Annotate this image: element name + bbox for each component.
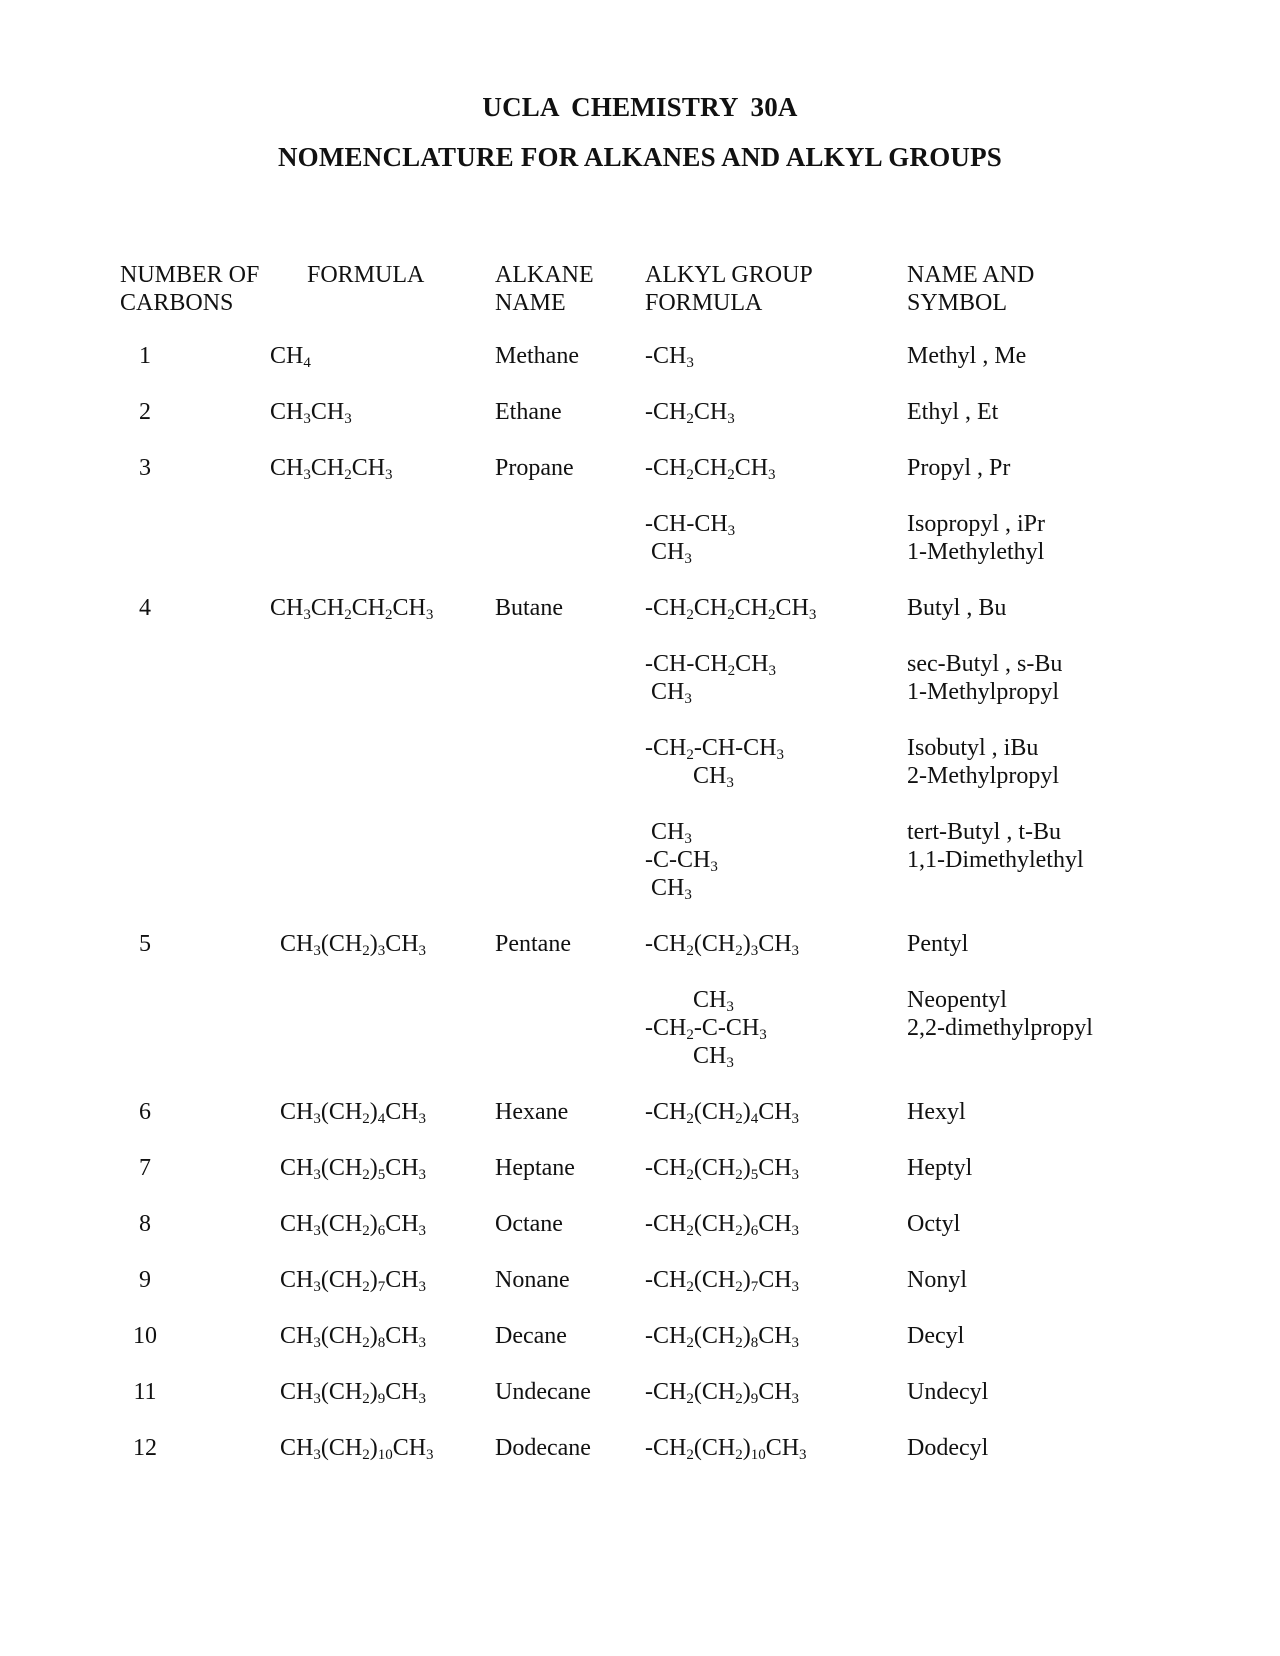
alkyl-name-and-symbol-line: Dodecyl — [907, 1435, 989, 1461]
carbon-count — [120, 1322, 170, 1350]
alkane-name — [495, 1098, 568, 1126]
alkyl-name-and-symbol-line: Pentyl — [907, 931, 969, 957]
alkyl-name-and-symbol-line: 1-Methylethyl — [907, 539, 1045, 565]
header-formula-line: FORMULA — [307, 262, 425, 288]
alkane-formula — [280, 1322, 426, 1350]
alkane-name — [495, 930, 571, 958]
alkyl-name-and-symbol-line: Isobutyl , iBu — [907, 735, 1039, 761]
alkyl-name-and-symbol — [907, 342, 1026, 370]
alkyl-group-formula-line: $-CH_2-C-CH_3$ — [645, 1015, 767, 1043]
alkyl-group-formula — [645, 1154, 799, 1182]
carbon-count — [120, 1266, 170, 1294]
alkane-name — [495, 1434, 591, 1462]
alkane-name-line: Nonane — [495, 1267, 570, 1293]
alkane-name — [495, 342, 579, 370]
alkane-name-line: Propane — [495, 455, 574, 481]
alkyl-group-formula-line: $-CH-CH_3$ — [645, 511, 736, 539]
alkane-formula-line: $CH_3(CH_2)_7CH_3$ — [280, 1267, 427, 1295]
header-alkane-name — [495, 261, 594, 317]
carbon-count-line: 12 — [133, 1435, 157, 1461]
carbon-count-line: 8 — [139, 1211, 151, 1237]
alkyl-group-formula-line: $-CH-CH_2CH_3$ — [645, 651, 777, 679]
alkyl-group-formula-line: $-CH_2(CH_2)_9CH_3$ — [645, 1379, 800, 1407]
alkane-formula-line: $CH_3CH_2CH_3$ — [270, 455, 393, 483]
alkyl-group-formula — [645, 1322, 799, 1350]
alkyl-group-formula-line: $-CH_2CH_2CH_2CH_3$ — [645, 595, 817, 623]
carbon-count-line: 3 — [139, 455, 151, 481]
alkyl-group-formula — [645, 1098, 799, 1126]
alkane-formula-line: $CH_3(CH_2)_8CH_3$ — [280, 1323, 427, 1351]
alkyl-group-formula-line: $-CH_3$ — [645, 343, 694, 371]
alkyl-name-and-symbol — [907, 1154, 972, 1182]
header-number-of-carbons-line: NUMBER OF — [120, 262, 260, 288]
alkyl-group-formula — [645, 342, 694, 370]
carbon-count — [120, 930, 170, 958]
alkyl-group-formula-line: $CH_3$ — [645, 539, 692, 567]
alkane-name — [495, 594, 563, 622]
alkyl-name-and-symbol-line: Decyl — [907, 1323, 965, 1349]
carbon-count-line: 7 — [139, 1155, 151, 1181]
alkane-name — [495, 454, 574, 482]
alkyl-group-formula-line: $CH_3$ — [645, 819, 692, 847]
alkane-name-line: Decane — [495, 1323, 567, 1349]
alkyl-group-formula — [645, 986, 767, 1070]
carbon-count — [120, 1210, 170, 1238]
alkane-formula — [280, 1378, 426, 1406]
header-name-and-symbol — [907, 261, 1034, 317]
alkyl-group-formula — [645, 930, 799, 958]
alkyl-group-formula-line: $-CH_2(CH_2)_7CH_3$ — [645, 1267, 800, 1295]
carbon-count — [120, 454, 170, 482]
header-number-of-carbons — [120, 261, 259, 317]
alkyl-name-and-symbol-line: tert-Butyl , t-Bu — [907, 819, 1061, 845]
alkyl-name-and-symbol — [907, 594, 1006, 622]
alkyl-group-formula-line: $-CH_2(CH_2)_4CH_3$ — [645, 1099, 800, 1127]
carbon-count — [120, 1378, 170, 1406]
alkane-name — [495, 1322, 567, 1350]
header-number-of-carbons-line: CARBONS — [120, 290, 234, 316]
header-alkane-name-line: NAME — [495, 290, 566, 316]
alkane-formula — [270, 342, 311, 370]
alkyl-group-formula-line: $CH_3$ — [645, 987, 734, 1015]
header-name-and-symbol-line: SYMBOL — [907, 290, 1008, 316]
alkyl-group-formula — [645, 510, 735, 566]
alkyl-group-formula-line: $-CH_2-CH-CH_3$ — [645, 735, 785, 763]
carbon-count-line: 5 — [139, 931, 151, 957]
alkane-name — [495, 1266, 570, 1294]
alkyl-name-and-symbol — [907, 986, 1093, 1042]
alkyl-name-and-symbol-line: 2-Methylpropyl — [907, 763, 1059, 789]
alkane-name-line: Ethane — [495, 399, 562, 425]
alkyl-group-formula-line: $-CH_2CH_2CH_3$ — [645, 455, 776, 483]
alkyl-group-formula — [645, 594, 816, 622]
alkyl-name-and-symbol — [907, 398, 998, 426]
alkane-formula-line: $CH_3(CH_2)_3CH_3$ — [280, 931, 427, 959]
carbon-count-line: 10 — [133, 1323, 157, 1349]
document-title: UCLA CHEMISTRY 30A — [482, 92, 798, 122]
alkane-formula-line: $CH_3CH_3$ — [270, 399, 352, 427]
alkane-name-line: Pentane — [495, 931, 571, 957]
alkane-name-line: Undecane — [495, 1379, 591, 1405]
alkane-formula — [270, 594, 433, 622]
alkane-formula-line: $CH_3(CH_2)_{10}CH_3$ — [280, 1435, 434, 1463]
alkane-name-line: Heptane — [495, 1155, 575, 1181]
carbon-count-line: 2 — [139, 399, 151, 425]
alkyl-name-and-symbol-line: Butyl , Bu — [907, 595, 1007, 621]
header-alkane-name-line: ALKANE — [495, 262, 594, 288]
alkyl-group-formula-line: $-C-CH_3$ — [645, 847, 718, 875]
carbon-count-line: 6 — [139, 1099, 151, 1125]
alkyl-name-and-symbol-line: Isopropyl , iPr — [907, 511, 1045, 537]
alkyl-name-and-symbol-line: 2,2-dimethylpropyl — [907, 1015, 1093, 1041]
alkyl-group-formula-line: $-CH_2CH_3$ — [645, 399, 735, 427]
alkane-formula-line: $CH_3(CH_2)_6CH_3$ — [280, 1211, 427, 1239]
carbon-count — [120, 1154, 170, 1182]
alkyl-name-and-symbol — [907, 454, 1010, 482]
alkyl-name-and-symbol — [907, 650, 1062, 706]
alkane-formula — [280, 1098, 426, 1126]
alkane-name — [495, 1210, 563, 1238]
alkane-formula — [280, 1434, 434, 1462]
alkane-name-line: Methane — [495, 343, 579, 369]
header-alkyl-group-formula — [645, 261, 813, 317]
alkyl-group-formula — [645, 1378, 799, 1406]
carbon-count — [120, 594, 170, 622]
carbon-count-line: 4 — [139, 595, 151, 621]
alkyl-name-and-symbol-line: Octyl — [907, 1211, 961, 1237]
carbon-count-line: 1 — [139, 343, 151, 369]
carbon-count-line: 11 — [133, 1379, 157, 1405]
alkyl-name-and-symbol-line: 1-Methylpropyl — [907, 679, 1059, 705]
alkyl-group-formula-line: $-CH_2(CH_2)_{10}CH_3$ — [645, 1435, 807, 1463]
alkane-formula-line: $CH_3(CH_2)_5CH_3$ — [280, 1155, 427, 1183]
alkyl-name-and-symbol — [907, 734, 1059, 790]
alkyl-name-and-symbol-line: Ethyl , Et — [907, 399, 999, 425]
alkane-formula-line: $CH_4$ — [270, 343, 311, 371]
alkane-name — [495, 1154, 575, 1182]
alkyl-name-and-symbol — [907, 930, 968, 958]
alkane-formula — [280, 1154, 426, 1182]
alkane-formula-line: $CH_3(CH_2)_4CH_3$ — [280, 1099, 427, 1127]
alkyl-group-formula-line: $-CH_2(CH_2)_8CH_3$ — [645, 1323, 800, 1351]
alkane-formula-line: $CH_3(CH_2)_9CH_3$ — [280, 1379, 427, 1407]
header-name-and-symbol-line: NAME AND — [907, 262, 1035, 288]
alkyl-group-formula — [645, 818, 718, 902]
alkyl-name-and-symbol — [907, 1098, 966, 1126]
alkane-name — [495, 1378, 591, 1406]
alkyl-name-and-symbol-line: Methyl , Me — [907, 343, 1027, 369]
alkyl-name-and-symbol-line: Hexyl — [907, 1099, 966, 1125]
alkane-name-line: Dodecane — [495, 1435, 591, 1461]
carbon-count — [120, 1098, 170, 1126]
header-formula — [307, 261, 424, 289]
alkyl-group-formula-line: $-CH_2(CH_2)_6CH_3$ — [645, 1211, 800, 1239]
alkyl-group-formula-line: $CH_3$ — [645, 679, 692, 707]
alkane-formula — [280, 930, 426, 958]
alkyl-name-and-symbol — [907, 1266, 967, 1294]
alkyl-group-formula-line: $-CH_2(CH_2)_3CH_3$ — [645, 931, 800, 959]
carbon-count — [120, 342, 170, 370]
alkyl-group-formula — [645, 398, 735, 426]
alkyl-name-and-symbol-line: 1,1-Dimethylethyl — [907, 847, 1084, 873]
alkane-name — [495, 398, 562, 426]
carbon-count — [120, 1434, 170, 1462]
alkyl-name-and-symbol-line: Heptyl — [907, 1155, 973, 1181]
alkyl-group-formula — [645, 1210, 799, 1238]
alkyl-group-formula-line: $-CH_2(CH_2)_5CH_3$ — [645, 1155, 800, 1183]
alkyl-group-formula-line: $CH_3$ — [645, 875, 692, 903]
carbon-count-line: 9 — [139, 1267, 151, 1293]
alkyl-name-and-symbol-line: Nonyl — [907, 1267, 967, 1293]
alkane-name-line: Octane — [495, 1211, 563, 1237]
alkane-name-line: Butane — [495, 595, 563, 621]
alkyl-group-formula — [645, 1434, 807, 1462]
alkyl-name-and-symbol — [907, 1378, 988, 1406]
alkyl-name-and-symbol-line: Propyl , Pr — [907, 455, 1011, 481]
alkane-formula-line: $CH_3CH_2CH_2CH_3$ — [270, 595, 434, 623]
alkyl-name-and-symbol-line: Neopentyl — [907, 987, 1007, 1013]
alkyl-group-formula — [645, 650, 776, 706]
alkyl-group-formula-line: $CH_3$ — [645, 1043, 734, 1071]
alkane-formula — [280, 1266, 426, 1294]
alkyl-name-and-symbol — [907, 818, 1084, 874]
carbon-count — [120, 398, 170, 426]
alkyl-name-and-symbol — [907, 1434, 988, 1462]
alkyl-name-and-symbol-line: sec-Butyl , s-Bu — [907, 651, 1063, 677]
alkyl-group-formula-line: $CH_3$ — [645, 763, 734, 791]
alkyl-group-formula — [645, 454, 776, 482]
header-alkyl-group-formula-line: ALKYL GROUP — [645, 262, 813, 288]
alkyl-name-and-symbol — [907, 1322, 964, 1350]
alkyl-group-formula — [645, 734, 784, 790]
header-alkyl-group-formula-line: FORMULA — [645, 290, 763, 316]
alkane-name-line: Hexane — [495, 1099, 569, 1125]
alkyl-name-and-symbol — [907, 1210, 960, 1238]
alkane-formula — [280, 1210, 426, 1238]
alkyl-name-and-symbol-line: Undecyl — [907, 1379, 989, 1405]
alkane-formula — [270, 454, 393, 482]
alkane-formula — [270, 398, 352, 426]
alkyl-group-formula — [645, 1266, 799, 1294]
document-subtitle: NOMENCLATURE FOR ALKANES AND ALKYL GROUPS — [277, 142, 1003, 172]
alkyl-name-and-symbol — [907, 510, 1045, 566]
